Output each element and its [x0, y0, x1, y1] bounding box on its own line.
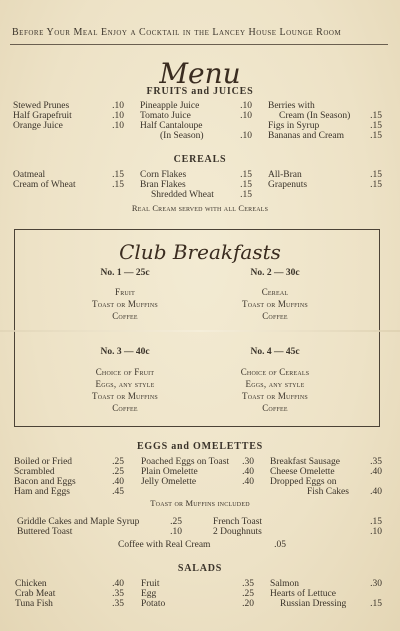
eggs-col1-price-0: .25 [112, 457, 124, 467]
eggs-col1-name-2: Bacon and Eggs [14, 477, 76, 487]
club-no2-heading: No. 2 — 30c [250, 268, 300, 278]
cereals-col2-price-1: .15 [240, 180, 252, 190]
fruits-col2-price-1: .10 [240, 111, 252, 121]
cereals-col1-price-1: .15 [112, 180, 124, 190]
coffee-price: .05 [274, 540, 286, 550]
fruits-col2-name-3: (In Season) [160, 131, 204, 141]
griddle-right-price-1: .10 [370, 527, 382, 537]
eggs-col1-price-1: .25 [112, 467, 124, 477]
cereals-col3-price-1: .15 [370, 180, 382, 190]
fruits-col3-price-2: .15 [370, 121, 382, 131]
club-no4-line-2: Toast or Muffins [242, 391, 308, 401]
club-no2-line-1: Toast or Muffins [242, 299, 308, 309]
eggs-col3-price-3: .40 [370, 487, 382, 497]
salads-col2-name-0: Fruit [141, 579, 160, 589]
cereals-col2-name-1: Bran Flakes [140, 180, 186, 190]
eggs-heading: EGGS and OMELETTES [136, 441, 264, 452]
salads-col3-price-0: .30 [370, 579, 382, 589]
eggs-col2-price-1: .40 [242, 467, 254, 477]
eggs-col3-name-2: Dropped Eggs on [270, 477, 337, 487]
eggs-col3-name-3: Fish Cakes [307, 487, 349, 497]
eggs-col1-name-1: Scrambled [14, 467, 55, 477]
fruits-col2-name-1: Tomato Juice [140, 111, 191, 121]
fruits-col3-name-0: Berries with [268, 101, 315, 111]
salads-col2-name-2: Potato [141, 599, 166, 609]
lounge-banner: Before Your Meal Enjoy a Cocktail in the Lancey House Lounge Room [12, 27, 342, 38]
club-no3-line-2: Toast or Muffins [92, 391, 158, 401]
fruits-col2-name-2: Half Cantaloupe [140, 121, 203, 131]
paper-fold [0, 330, 400, 332]
cereals-col3-name-0: All-Bran [268, 170, 302, 180]
salads-col3-name-0: Salmon [270, 579, 300, 589]
fruits-col1-price-1: .10 [112, 111, 124, 121]
fruits-col1-name-1: Half Grapefruit [13, 111, 72, 121]
club-no3-line-3: Coffee [112, 403, 138, 413]
cereals-col1-name-0: Oatmeal [13, 170, 46, 180]
griddle-left-price-0: .25 [170, 517, 182, 527]
eggs-col3-price-0: .35 [370, 457, 382, 467]
eggs-col1-name-0: Boiled or Fried [14, 457, 73, 467]
griddle-left-name-0: Griddle Cakes and Maple Syrup [17, 517, 140, 527]
salads-col2-price-1: .25 [242, 589, 254, 599]
fruits-col3-name-2: Figs in Syrup [268, 121, 320, 131]
salads-col1-name-0: Chicken [15, 579, 47, 589]
griddle-right-name-1: 2 Doughnuts [213, 527, 262, 537]
fruits-col3-price-3: .15 [370, 131, 382, 141]
fruits-col3-name-1: Cream (In Season) [279, 111, 351, 121]
fruits-heading: FRUITS and JUICES [146, 86, 254, 97]
cereals-col1-name-1: Cream of Wheat [13, 180, 76, 190]
eggs-col1-price-2: .40 [112, 477, 124, 487]
fruits-col2-price-3: .10 [240, 131, 252, 141]
fruits-col3-name-3: Bananas and Cream [268, 131, 344, 141]
salads-col2-price-0: .35 [242, 579, 254, 589]
eggs-col2-name-1: Plain Omelette [141, 467, 198, 477]
eggs-col3-name-1: Cheese Omelette [270, 467, 335, 477]
eggs-col3-price-1: .40 [370, 467, 382, 477]
cereals-col2-name-2: Shredded Wheat [151, 190, 214, 200]
salads-col3-name-2: Russian Dressing [280, 599, 347, 609]
fruits-col3-price-1: .15 [370, 111, 382, 121]
salads-col2-name-1: Egg [141, 589, 157, 599]
club-no1-line-1: Toast or Muffins [92, 299, 158, 309]
club-no4-line-1: Eggs, any style [245, 379, 305, 389]
salads-col3-name-1: Hearts of Lettuce [270, 589, 336, 599]
cereals-note: Real Cream served with all Cereals [131, 203, 269, 213]
club-no3-heading: No. 3 — 40c [100, 347, 150, 357]
club-no2-line-0: Cereal [261, 287, 289, 297]
cereals-col1-price-0: .15 [112, 170, 124, 180]
eggs-col1-price-3: .45 [112, 487, 124, 497]
griddle-right-name-0: French Toast [213, 517, 263, 527]
coffee-name: Coffee with Real Cream [118, 540, 211, 550]
eggs-col2-name-0: Poached Eggs on Toast [141, 457, 230, 467]
club-no1-heading: No. 1 — 25c [100, 268, 150, 278]
fruits-col1-name-2: Orange Juice [13, 121, 63, 131]
eggs-col2-price-0: .30 [242, 457, 254, 467]
club-no4-line-3: Coffee [262, 403, 288, 413]
cereals-heading: CEREALS [173, 154, 227, 165]
eggs-note: Toast or Muffins included [150, 498, 250, 508]
fruits-col1-price-0: .10 [112, 101, 124, 111]
club-no2-line-2: Coffee [262, 311, 288, 321]
eggs-col3-name-0: Breakfast Sausage [270, 457, 340, 467]
club-no1-line-0: Fruit [114, 287, 135, 297]
fruits-col1-price-2: .10 [112, 121, 124, 131]
salads-col3-price-2: .15 [370, 599, 382, 609]
fruits-col2-price-0: .10 [240, 101, 252, 111]
cereals-col2-name-0: Corn Flakes [140, 170, 187, 180]
club-breakfasts-title: Club Breakfasts [119, 240, 281, 264]
griddle-left-name-1: Buttered Toast [17, 527, 73, 537]
fruits-col2-name-0: Pineapple Juice [140, 101, 200, 111]
eggs-col2-price-2: .40 [242, 477, 254, 487]
menu-title: Menu [159, 57, 241, 90]
salads-heading: SALADS [177, 563, 223, 574]
salads-col1-name-1: Crab Meat [15, 589, 56, 599]
eggs-col1-name-3: Ham and Eggs [14, 487, 70, 497]
cereals-col2-price-0: .15 [240, 170, 252, 180]
salads-col1-price-0: .40 [112, 579, 124, 589]
cereals-col3-price-0: .15 [370, 170, 382, 180]
salads-col1-price-1: .35 [112, 589, 124, 599]
griddle-right-price-0: .15 [370, 517, 382, 527]
club-no3-line-1: Eggs, any style [95, 379, 155, 389]
club-no3-line-0: Choice of Fruit [95, 367, 155, 377]
salads-col1-price-2: .35 [112, 599, 124, 609]
cereals-col3-name-1: Grapenuts [268, 180, 308, 190]
fruits-col1-name-0: Stewed Prunes [13, 101, 70, 111]
club-no1-line-2: Coffee [112, 311, 138, 321]
salads-col2-price-2: .20 [242, 599, 254, 609]
eggs-col2-name-2: Jelly Omelette [141, 477, 197, 487]
griddle-left-price-1: .10 [170, 527, 182, 537]
cereals-col2-price-2: .15 [240, 190, 252, 200]
top-divider [10, 44, 388, 45]
club-no4-heading: No. 4 — 45c [250, 347, 300, 357]
club-no4-line-0: Choice of Cereals [240, 367, 310, 377]
salads-col1-name-2: Tuna Fish [15, 599, 53, 609]
